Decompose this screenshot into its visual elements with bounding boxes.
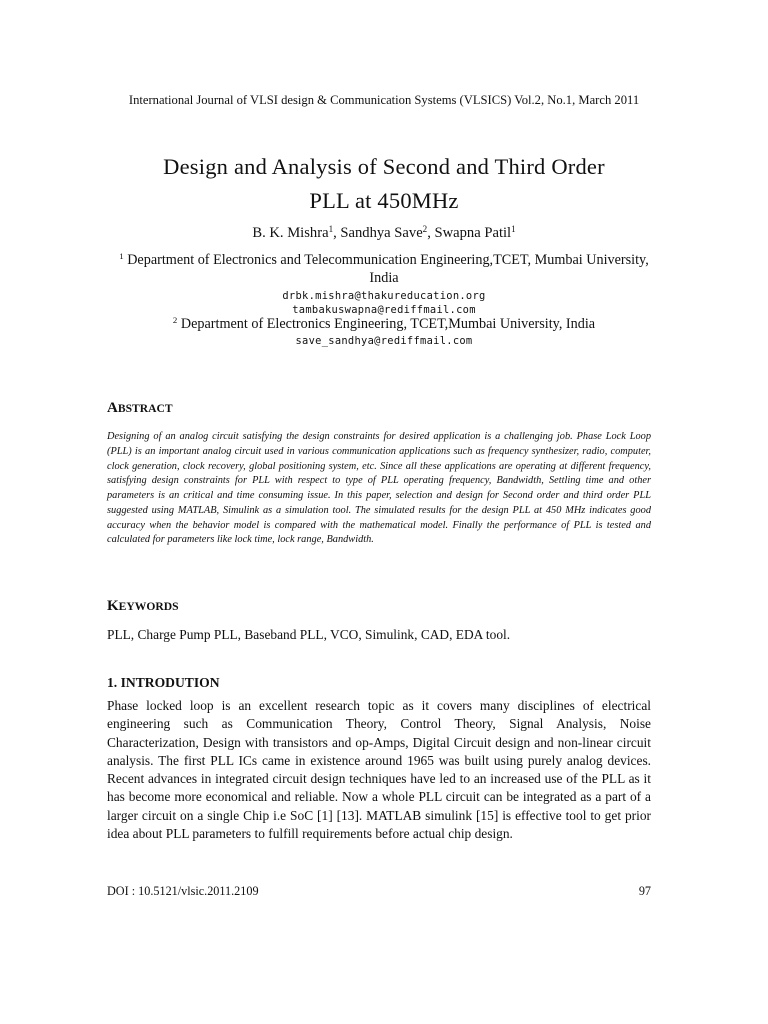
author-list: B. K. Mishra$^1$, Sandhya Save$^2$, Swapna Patil$^1$ — [252, 224, 516, 241]
heading-rest: EYWORDS — [118, 600, 179, 613]
page-number: 97 — [638, 884, 651, 898]
abstract-text: Designing of an analog circuit satisfying the design constraints for desired application is a challenging job. Phase Lock Loop (PLL) is an important analog circuit used in various communication applications such as frequency synthesizer, radio, computer, clock generation, clock recovery, global positioning system, etc. Since all these applications are operating at different frequency, satisfying design constraints for PLL with respect to type of PLL operating frequency, Bandwidth, Settling time and other parameters is an critical and time consuming issue. In this paper, selection and design for Second order and third order PLL suggested using MATLAB, Simulink as a simulation tool. The simulated results for the design PLL at 450 MHz indicates good accuracy when the behavior model is compared with the mathematical model. Finally the performance of PLL is tested and calculated for parameters like lock time, lock range, Bandwidth. — [107, 431, 651, 546]
author-name: B. K. Mishra — [252, 225, 329, 241]
paper-title — [0, 150, 768, 218]
affiliation-2 — [110, 315, 658, 333]
affiliation-1 — [110, 251, 658, 287]
author-affiliation-mark: 2 — [422, 224, 428, 235]
heading-initial: K — [107, 598, 119, 614]
author-email: tambakuswapna@rediffmail.com — [292, 304, 476, 316]
author-email: drbk.mishra@thakureducation.org — [282, 290, 486, 302]
introduction-text: Phase locked loop is an excellent research topic as it covers many disciplines of electrical engineering such as Communication Theory, Control Theory, Signal Analysis, Noise Characterization, Design with transistors and op-Amps, Digital Circuit design and non-linear circuit analysis. The first PLL ICs came in existence around 1965 was built using purely analog devices. Recent advances in integrated circuit design techniques have led to an increased use of the PLL as it has become more economical and reliable. Now a whole PLL circuit can be integrated as a part of a larger circuit on a single Chip i.e SoC [1] [13]. MATLAB simulink [15] is effective tool to get prior idea about PLL parameters to fulfill requirements before actual chip design. — [107, 698, 651, 841]
introduction-heading: 1. INTRODUTION — [107, 675, 220, 690]
title-line-1: Design and Analysis of Second and Third Order — [163, 154, 605, 179]
author-affiliation-mark: 1 — [511, 224, 516, 235]
keywords-heading — [107, 598, 179, 615]
affiliation-text: Department of Electronics Engineering, TCET,Mumbai University, India — [180, 316, 596, 332]
journal-header: International Journal of VLSI design & Communication Systems (VLSICS) Vol.2, No.1, March 2011 — [128, 93, 640, 107]
author-name: Swapna Patil — [434, 225, 512, 241]
affiliation-mark: 2 — [172, 315, 178, 326]
affiliation-text: Department of Electronics and Telecommunication Engineering,TCET, Mumbai University, India — [127, 252, 649, 286]
author-affiliation-mark: 1 — [328, 224, 334, 235]
heading-initial: A — [107, 400, 118, 416]
heading-rest: BSTRACT — [117, 402, 173, 415]
title-line-2: PLL at 450MHz — [309, 188, 459, 213]
doi-footer: DOI : 10.5121/vlsic.2011.2109 — [107, 884, 259, 898]
keywords-text: PLL, Charge Pump PLL, Baseband PLL, VCO, Simulink, CAD, EDA tool. — [107, 627, 511, 642]
abstract-heading — [107, 400, 173, 417]
affiliation-mark: 1 — [119, 251, 124, 262]
author-email: save_sandhya@rediffmail.com — [295, 335, 473, 347]
author-name: Sandhya Save — [340, 225, 423, 241]
